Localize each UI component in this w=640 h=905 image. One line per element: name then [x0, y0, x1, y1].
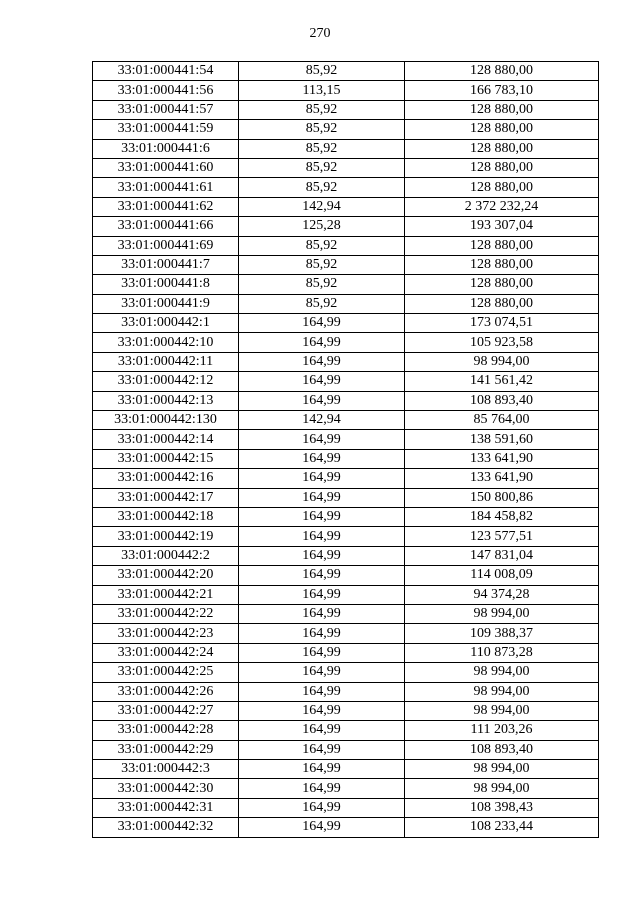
- table-row: [93, 682, 599, 701]
- value-cell: 108 893,40: [405, 391, 599, 410]
- area-cell: 142,94: [239, 411, 405, 430]
- table-row: [93, 158, 599, 177]
- value-cell: 133 641,90: [405, 449, 599, 468]
- table-row: [93, 100, 599, 119]
- table-row: [93, 624, 599, 643]
- table-row: [93, 178, 599, 197]
- value-cell: 184 458,82: [405, 507, 599, 526]
- table-row: [93, 255, 599, 274]
- value-cell: 105 923,58: [405, 333, 599, 352]
- value-cell: 123 577,51: [405, 527, 599, 546]
- cadastral-number-cell: 33:01:000442:30: [93, 779, 239, 798]
- cadastral-number-cell: 33:01:000442:32: [93, 818, 239, 837]
- cadastral-number-cell: 33:01:000442:19: [93, 527, 239, 546]
- data-table: [92, 61, 599, 838]
- value-cell: 173 074,51: [405, 314, 599, 333]
- cadastral-number-cell: 33:01:000442:22: [93, 604, 239, 623]
- area-cell: 164,99: [239, 430, 405, 449]
- table-row: [93, 701, 599, 720]
- table-row: [93, 585, 599, 604]
- area-cell: 164,99: [239, 372, 405, 391]
- value-cell: 2 372 232,24: [405, 197, 599, 216]
- value-cell: 138 591,60: [405, 430, 599, 449]
- cadastral-number-cell: 33:01:000441:69: [93, 236, 239, 255]
- area-cell: 164,99: [239, 779, 405, 798]
- area-cell: 85,92: [239, 294, 405, 313]
- value-cell: 98 994,00: [405, 352, 599, 371]
- value-cell: 108 233,44: [405, 818, 599, 837]
- cadastral-number-cell: 33:01:000442:23: [93, 624, 239, 643]
- value-cell: 166 783,10: [405, 81, 599, 100]
- table-row: [93, 469, 599, 488]
- area-cell: 164,99: [239, 546, 405, 565]
- table-row: [93, 430, 599, 449]
- area-cell: 164,99: [239, 507, 405, 526]
- cadastral-number-cell: 33:01:000442:18: [93, 507, 239, 526]
- cadastral-number-cell: 33:01:000442:25: [93, 663, 239, 682]
- cadastral-number-cell: 33:01:000441:6: [93, 139, 239, 158]
- cadastral-number-cell: 33:01:000442:12: [93, 372, 239, 391]
- area-cell: 164,99: [239, 314, 405, 333]
- value-cell: 98 994,00: [405, 779, 599, 798]
- area-cell: 85,92: [239, 139, 405, 158]
- table-row: [93, 643, 599, 662]
- area-cell: 164,99: [239, 449, 405, 468]
- table-row: [93, 507, 599, 526]
- value-cell: 128 880,00: [405, 275, 599, 294]
- value-cell: 98 994,00: [405, 701, 599, 720]
- table-row: [93, 275, 599, 294]
- table-row: [93, 488, 599, 507]
- value-cell: 98 994,00: [405, 604, 599, 623]
- area-cell: 85,92: [239, 178, 405, 197]
- area-cell: 164,99: [239, 604, 405, 623]
- table-row: [93, 294, 599, 313]
- cadastral-number-cell: 33:01:000442:20: [93, 566, 239, 585]
- value-cell: 128 880,00: [405, 178, 599, 197]
- table-row: [93, 391, 599, 410]
- value-cell: 98 994,00: [405, 663, 599, 682]
- cadastral-number-cell: 33:01:000441:56: [93, 81, 239, 100]
- table-row: [93, 352, 599, 371]
- page-number: 270: [309, 26, 331, 41]
- cadastral-number-cell: 33:01:000441:60: [93, 158, 239, 177]
- value-cell: 108 893,40: [405, 740, 599, 759]
- area-cell: 164,99: [239, 527, 405, 546]
- value-cell: 98 994,00: [405, 760, 599, 779]
- table-row: [93, 333, 599, 352]
- table-row: [93, 663, 599, 682]
- cadastral-number-cell: 33:01:000442:2: [93, 546, 239, 565]
- table-row: [93, 314, 599, 333]
- cadastral-number-cell: 33:01:000441:66: [93, 217, 239, 236]
- area-cell: 164,99: [239, 585, 405, 604]
- table-row: [93, 779, 599, 798]
- area-cell: 164,99: [239, 798, 405, 817]
- area-cell: 164,99: [239, 721, 405, 740]
- area-cell: 164,99: [239, 701, 405, 720]
- cadastral-number-cell: 33:01:000442:15: [93, 449, 239, 468]
- cadastral-number-cell: 33:01:000441:54: [93, 62, 239, 81]
- value-cell: 133 641,90: [405, 469, 599, 488]
- value-cell: 141 561,42: [405, 372, 599, 391]
- table-row: [93, 197, 599, 216]
- cadastral-number-cell: 33:01:000441:9: [93, 294, 239, 313]
- cadastral-number-cell: 33:01:000441:61: [93, 178, 239, 197]
- table-row: [93, 81, 599, 100]
- area-cell: 164,99: [239, 624, 405, 643]
- table-row: [93, 721, 599, 740]
- table-row: [93, 818, 599, 837]
- value-cell: 109 388,37: [405, 624, 599, 643]
- value-cell: 128 880,00: [405, 255, 599, 274]
- cadastral-number-cell: 33:01:000442:14: [93, 430, 239, 449]
- value-cell: 94 374,28: [405, 585, 599, 604]
- value-cell: 85 764,00: [405, 411, 599, 430]
- area-cell: 164,99: [239, 352, 405, 371]
- area-cell: 125,28: [239, 217, 405, 236]
- area-cell: 85,92: [239, 62, 405, 81]
- area-cell: 164,99: [239, 682, 405, 701]
- cadastral-number-cell: 33:01:000442:24: [93, 643, 239, 662]
- cadastral-number-cell: 33:01:000442:28: [93, 721, 239, 740]
- cadastral-number-cell: 33:01:000441:7: [93, 255, 239, 274]
- cadastral-number-cell: 33:01:000442:3: [93, 760, 239, 779]
- area-cell: 85,92: [239, 158, 405, 177]
- value-cell: 110 873,28: [405, 643, 599, 662]
- cadastral-number-cell: 33:01:000442:11: [93, 352, 239, 371]
- value-cell: 111 203,26: [405, 721, 599, 740]
- cadastral-number-cell: 33:01:000442:10: [93, 333, 239, 352]
- table-row: [93, 372, 599, 391]
- value-cell: 128 880,00: [405, 100, 599, 119]
- value-cell: 193 307,04: [405, 217, 599, 236]
- area-cell: 85,92: [239, 100, 405, 119]
- cadastral-number-cell: 33:01:000441:8: [93, 275, 239, 294]
- area-cell: 164,99: [239, 333, 405, 352]
- area-cell: 164,99: [239, 566, 405, 585]
- cadastral-number-cell: 33:01:000442:31: [93, 798, 239, 817]
- area-cell: 164,99: [239, 663, 405, 682]
- table-row: [93, 546, 599, 565]
- table-row: [93, 139, 599, 158]
- table-row: [93, 740, 599, 759]
- cadastral-number-cell: 33:01:000441:57: [93, 100, 239, 119]
- value-cell: 108 398,43: [405, 798, 599, 817]
- cadastral-number-cell: 33:01:000441:59: [93, 120, 239, 139]
- area-cell: 164,99: [239, 760, 405, 779]
- value-cell: 128 880,00: [405, 139, 599, 158]
- area-cell: 85,92: [239, 255, 405, 274]
- table-row: [93, 62, 599, 81]
- value-cell: 114 008,09: [405, 566, 599, 585]
- table-row: [93, 798, 599, 817]
- value-cell: 128 880,00: [405, 62, 599, 81]
- cadastral-number-cell: 33:01:000442:27: [93, 701, 239, 720]
- area-cell: 164,99: [239, 643, 405, 662]
- cadastral-number-cell: 33:01:000441:62: [93, 197, 239, 216]
- area-cell: 164,99: [239, 469, 405, 488]
- table-row: [93, 604, 599, 623]
- table-row: [93, 566, 599, 585]
- area-cell: 142,94: [239, 197, 405, 216]
- area-cell: 164,99: [239, 740, 405, 759]
- table-row: [93, 527, 599, 546]
- cadastral-number-cell: 33:01:000442:26: [93, 682, 239, 701]
- value-cell: 98 994,00: [405, 682, 599, 701]
- cadastral-number-cell: 33:01:000442:1: [93, 314, 239, 333]
- cadastral-number-cell: 33:01:000442:17: [93, 488, 239, 507]
- area-cell: 164,99: [239, 488, 405, 507]
- area-cell: 85,92: [239, 236, 405, 255]
- value-cell: 128 880,00: [405, 294, 599, 313]
- table-row: [93, 236, 599, 255]
- table-row: [93, 217, 599, 236]
- cadastral-number-cell: 33:01:000442:21: [93, 585, 239, 604]
- table-body: [93, 62, 599, 838]
- table-row: [93, 449, 599, 468]
- area-cell: 85,92: [239, 275, 405, 294]
- area-cell: 164,99: [239, 818, 405, 837]
- cadastral-number-cell: 33:01:000442:16: [93, 469, 239, 488]
- area-cell: 164,99: [239, 391, 405, 410]
- cadastral-number-cell: 33:01:000442:29: [93, 740, 239, 759]
- cadastral-number-cell: 33:01:000442:130: [93, 411, 239, 430]
- cadastral-number-cell: 33:01:000442:13: [93, 391, 239, 410]
- table-row: [93, 760, 599, 779]
- value-cell: 147 831,04: [405, 546, 599, 565]
- area-cell: 113,15: [239, 81, 405, 100]
- table-row: [93, 120, 599, 139]
- value-cell: 150 800,86: [405, 488, 599, 507]
- area-cell: 85,92: [239, 120, 405, 139]
- table-row: [93, 411, 599, 430]
- value-cell: 128 880,00: [405, 158, 599, 177]
- value-cell: 128 880,00: [405, 120, 599, 139]
- value-cell: 128 880,00: [405, 236, 599, 255]
